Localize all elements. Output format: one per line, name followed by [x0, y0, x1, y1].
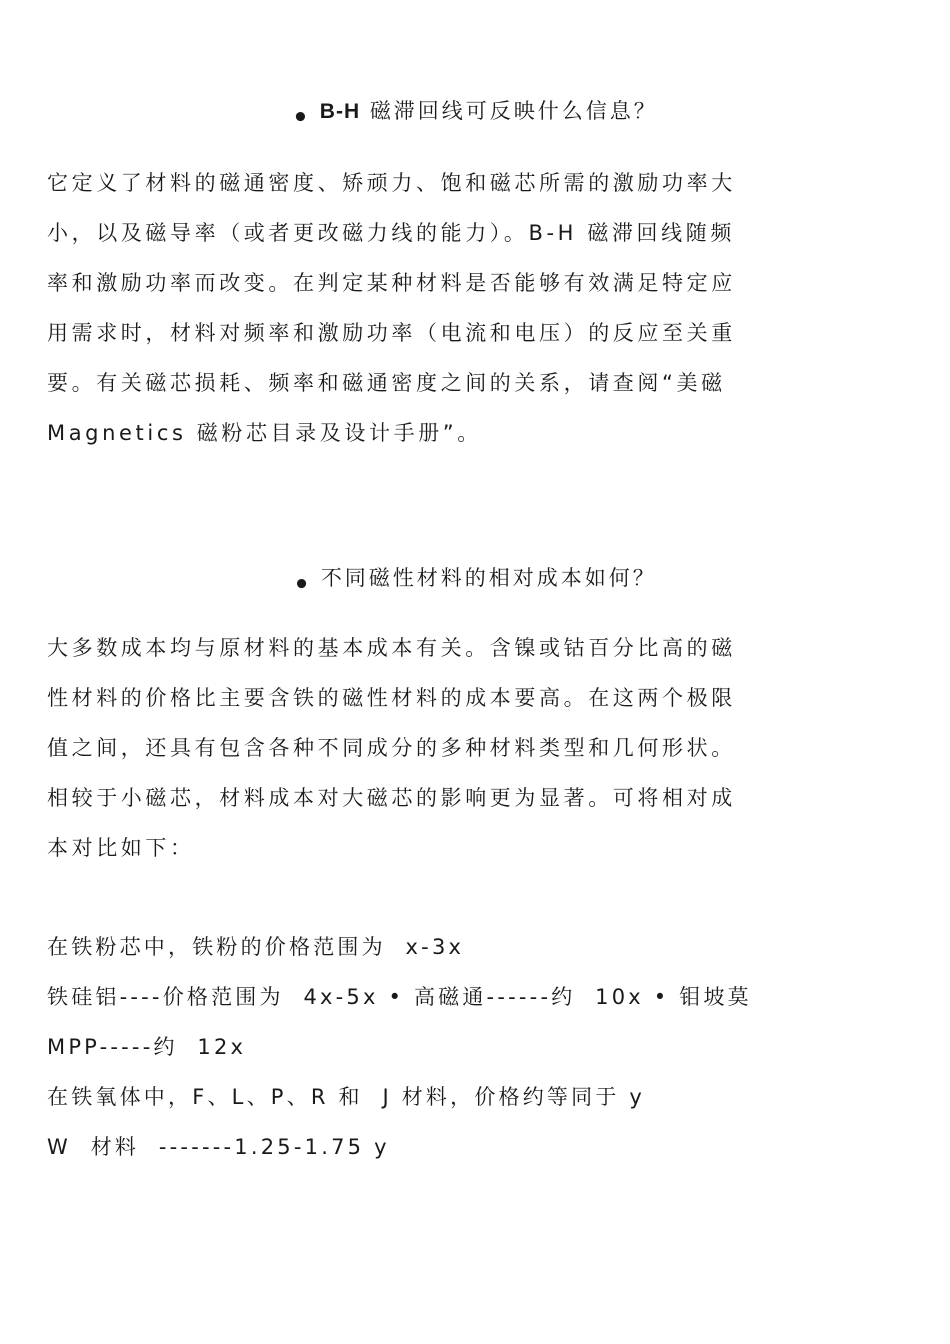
section2-heading-text: 不同磁性材料的相对成本如何？: [320, 566, 657, 590]
section1-heading-latin: B-H: [319, 100, 361, 123]
price-line: 在铁粉芯中，铁粉的价格范围为 x-3x: [47, 935, 465, 959]
section1-heading-text: 磁滞回线可反映什么信息？: [369, 99, 658, 123]
paragraph-line: 率和激励功率而改变。在判定某种材料是否能够有效满足特定应: [47, 271, 736, 295]
price-line: 在铁氧体中，F、L、P、R 和 J 材料，价格约等同于 y: [47, 1085, 646, 1109]
paragraph-line: 值之间，还具有包含各种不同成分的多种材料类型和几何形状。: [47, 736, 736, 760]
paragraph-line: 本对比如下：: [47, 836, 195, 860]
paragraph-line: 小，以及磁导率（或者更改磁力线的能力）。B-H 磁滞回线随频: [47, 221, 735, 245]
paragraph-line: 用需求时，材料对频率和激励功率（电流和电压）的反应至关重: [47, 321, 736, 345]
section2-paragraph: [47, 623, 807, 873]
section2-heading: [0, 562, 950, 600]
paragraph-line: Magnetics 磁粉芯目录及设计手册”。: [47, 421, 482, 445]
paragraph-line: 大多数成本均与原材料的基本成本有关。含镍或钴百分比高的磁: [47, 636, 736, 660]
price-list: [47, 922, 807, 1172]
price-line: MPP-----约 12x: [47, 1035, 247, 1059]
section1-heading: [0, 95, 950, 133]
paragraph-line: 相较于小磁芯，材料成本对大磁芯的影响更为显著。可将相对成: [47, 786, 736, 810]
paragraph-line: 要。有关磁芯损耗、频率和磁通密度之间的关系，请查阅“美磁: [47, 371, 726, 395]
paragraph-line: 性材料的价格比主要含铁的磁性材料的成本要高。在这两个极限: [47, 686, 736, 710]
section1-paragraph: [47, 158, 807, 458]
price-line: 铁硅铝----价格范围为 4x-5x • 高磁通------约 10x • 钼坡莫: [47, 985, 752, 1009]
price-line: W 材料 -------1.25-1.75 y: [47, 1135, 390, 1159]
bullet-icon: •: [293, 570, 313, 600]
bullet-icon: •: [292, 103, 312, 133]
paragraph-line: 它定义了材料的磁通密度、矫顽力、饱和磁芯所需的激励功率大: [47, 171, 736, 195]
